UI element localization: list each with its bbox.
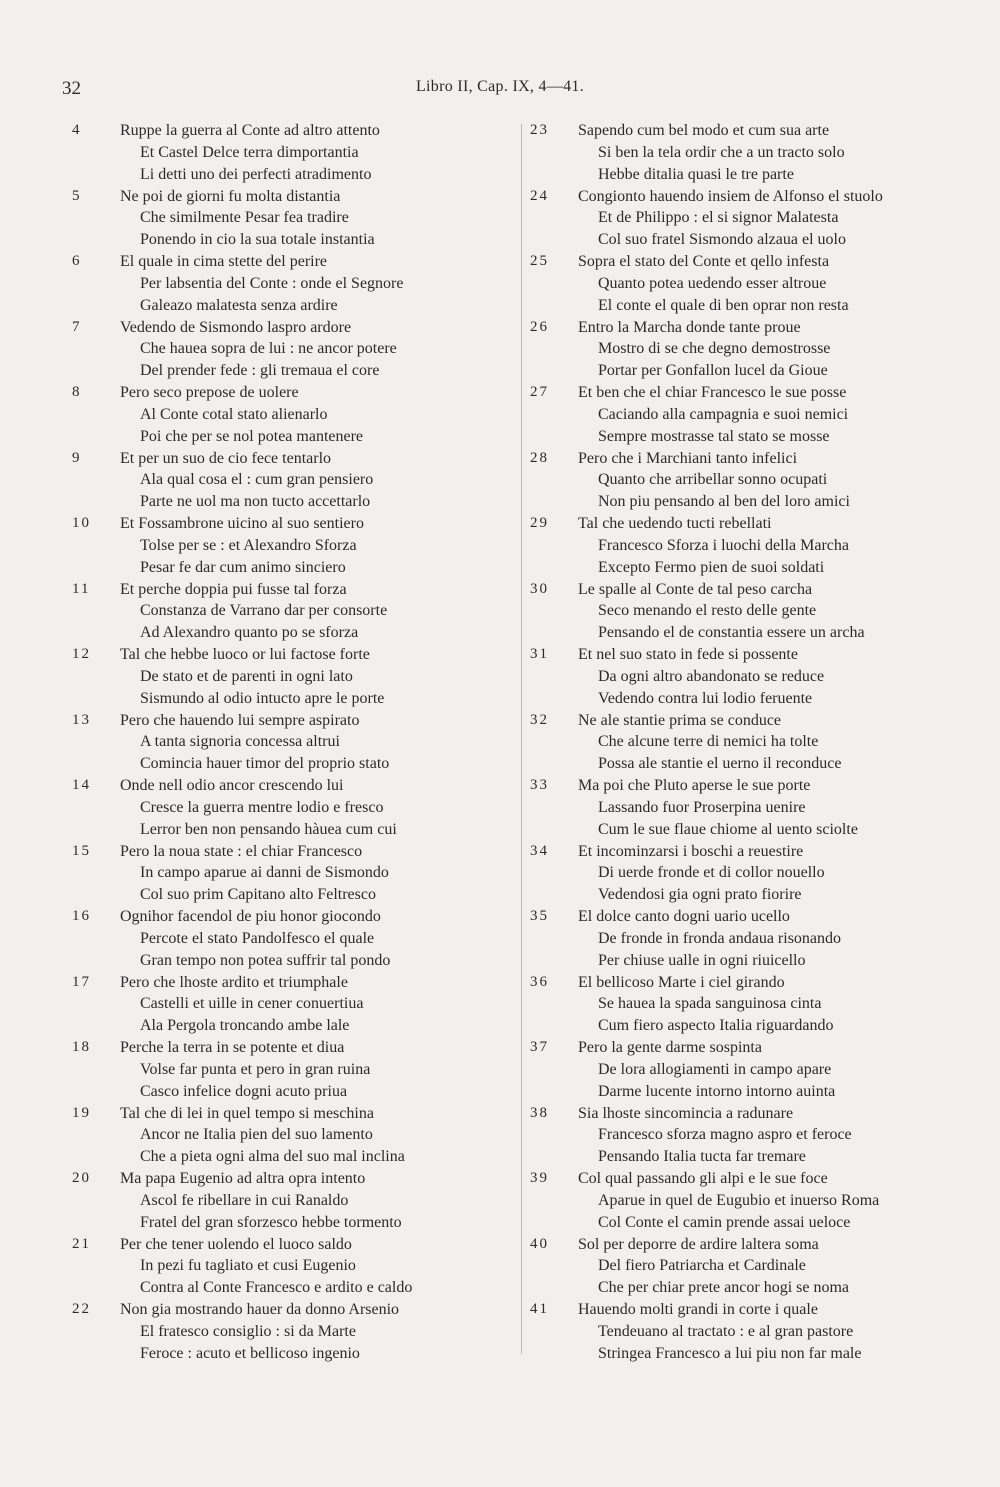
verse-line: Et nel suo stato in fede si possente [578,646,798,663]
stanza [72,579,512,645]
verse-line: Constanza de Varrano dar per consorte [140,602,388,620]
verse-line: Hebbe ditalia quasi le tre parte [598,165,794,183]
verse-line: Sia lhoste sincomincia a radunare [578,1104,794,1122]
stanza [72,775,512,841]
verse-line: El quale in cima stette del perire [120,253,328,270]
stanza-number: 14 [72,777,91,793]
verse-line: De stato et de parenti in ogni lato [140,667,353,685]
stanza [530,120,970,186]
stanza [72,1299,512,1365]
stanza-number: 12 [72,646,91,662]
verse-line: Col suo prim Capitano alto Feltresco [140,886,376,904]
verse-line: Per che tener uolendo el luoco saldo [120,1235,352,1253]
verse-line: Onde nell odio ancor crescendo lui [120,777,344,794]
verse-line: Et ben che el chiar Francesco le sue posse [578,384,847,401]
verse-line: El dolce canto dogni uario ucello [578,908,790,925]
verse-line: Et per un suo de cio fece tentarlo [120,449,332,467]
verse-line: Comincia hauer timor del proprio stato [140,755,390,773]
verse-line: Sol per deporre de ardire laltera soma [578,1235,819,1253]
stanza-number: 7 [72,318,82,335]
stanza [530,1234,970,1300]
stanza-number: 5 [72,187,82,204]
stanza-number: 10 [72,515,91,531]
verse-line: Ognihor facendol de piu honor giocondo [120,908,381,925]
stanza-number: 15 [72,842,91,859]
verse-line: Seco menando el resto delle gente [598,602,817,620]
page-number: 32 [62,78,81,99]
stanza-number: 23 [530,122,549,138]
verse-line: Francesco sforza magno aspro et feroce [598,1126,852,1144]
verse-line: Feroce : acuto et bellicoso ingenio [140,1344,360,1362]
verse-line: Ne poi de giorni fu molta distantia [120,187,341,205]
verse-line: Col Conte el camin prende assai ueloce [598,1213,851,1231]
stanza-number: 40 [530,1235,549,1252]
stanza-number: 13 [72,711,91,728]
verse-line: Tal che di lei in quel tempo si meschina [120,1104,374,1122]
stanza [72,841,512,907]
verse-line: Sempre mostrasse tal stato se mosse [598,427,830,445]
verse-line: Pensando el de constantia essere un archa [598,624,865,642]
verse-line: Aparue in quel de Eugubio et inuerso Roma [598,1191,880,1209]
stanza [72,1037,512,1103]
stanza [530,513,970,579]
verse-line: Sismundo al odio intucto apre le porte [140,689,385,707]
verse-line: El fratesco consiglio : si da Marte [140,1322,356,1340]
stanza-number: 30 [530,580,549,597]
verse-line: Et de Philippo : el si signor Malatesta [598,209,839,227]
verse-line: Per chiuse ualle in ogni riuicello [598,951,806,969]
stanza-number: 28 [530,449,549,466]
stanza-number: 22 [72,1301,91,1317]
verse-line: Vedendo de Sismondo laspro ardore [120,318,352,336]
stanza-number: 37 [530,1039,549,1055]
stanza-number: 19 [72,1104,91,1121]
verse-line: Pero la noua state : el chiar Francesco [120,842,363,860]
verse-line: Tendeuano al tractato : e al gran pastore [598,1322,854,1340]
verse-line: Et perche doppia pui fusse tal forza [120,580,347,598]
right-column [530,120,970,1365]
stanza [72,1168,512,1234]
verse-line: Lerror ben non pensando hàuea cum cui [140,820,397,838]
verse-line: Al Conte cotal stato alienarlo [140,405,328,423]
verse-line: Tolse per se : et Alexandro Sforza [140,536,357,554]
stanza [72,513,512,579]
verse-line: Mostro di se che degno demostrosse [598,340,831,358]
stanza [72,251,512,317]
stanza-number: 11 [72,580,91,597]
stanza-number: 25 [530,253,549,269]
verse-line: Sapendo cum bel modo et cum sua arte [578,122,830,139]
verse-line: Ruppe la guerra al Conte ad altro attento [120,122,380,139]
stanza [72,1103,512,1169]
stanza [72,120,512,186]
verse-line: Col qual passando gli alpi e le sue foce [578,1170,828,1187]
verse-line: Cresce la guerra mentre lodio e fresco [140,798,384,816]
verse-line: Col suo fratel Sismondo alzaua el uolo [598,231,846,249]
stanza-number: 31 [530,646,549,662]
verse-line: Che similmente Pesar fea tradire [140,209,349,227]
stanza-number: 33 [530,777,549,793]
verse-line: Caciando alla campagnia e suoi nemici [598,405,849,423]
stanza [530,972,970,1038]
stanza-number: 16 [72,908,91,924]
verse-line: Tal che uedendo tucti rebellati [578,515,772,532]
verse-line: A tanta signoria concessa altrui [140,733,340,751]
verse-line: Francesco Sforza i luochi della Marcha [598,536,850,554]
stanza [72,186,512,252]
verse-line: Ad Alexandro quanto po se sforza [140,624,359,642]
stanza [530,1037,970,1103]
stanza-number: 41 [530,1301,549,1317]
verse-line: Del fiero Patriarcha et Cardinale [598,1257,806,1275]
verse-line: Ma papa Eugenio ad altra opra intento [120,1170,366,1187]
stanza-number: 6 [72,253,82,269]
stanza-number: 38 [530,1104,549,1121]
verse-line: Tal che hebbe luoco or lui factose forte [120,646,370,663]
verse-line: Ala Pergola troncando ambe lale [140,1017,350,1035]
verse-line: Congionto hauendo insiem de Alfonso el stuolo [578,187,883,205]
verse-line: De fronde in fronda andaua risonando [598,929,842,947]
verse-line: Ascol fe ribellare in cui Ranaldo [140,1191,349,1209]
verse-line: Fratel del gran sforzesco hebbe tormento [140,1213,402,1231]
verse-line: De lora allogiamenti in campo apare [598,1060,832,1078]
verse-line: Contra al Conte Francesco e ardito e caldo [140,1279,413,1297]
verse-line: Li detti uno dei perfecti atradimento [140,165,372,183]
verse-line: Parte ne uol ma non tucto accettarlo [140,493,371,511]
stanza [530,317,970,383]
verse-line: In campo aparue ai danni de Sismondo [140,864,389,882]
stanza [72,1234,512,1300]
column-divider [521,124,522,1354]
verse-line: Et Castel Delce terra dimportantia [140,143,359,161]
stanza [530,1299,970,1365]
verse-line: Che alcune terre di nemici ha tolte [598,733,819,751]
stanza [72,972,512,1038]
stanza [72,644,512,710]
stanza [72,710,512,776]
verse-line: Gran tempo non potea suffrir tal pondo [140,951,391,969]
verse-line: Ala qual cosa el : cum gran pensiero [140,471,374,489]
verse-line: Excepto Fermo pien de suoi soldati [598,558,825,576]
stanza [530,579,970,645]
verse-line: Percote el stato Pandolfesco el quale [140,929,375,947]
verse-line: Poi che per se nol potea mantenere [140,427,364,445]
stanza [530,1103,970,1169]
verse-line: El conte el quale di ben oprar non resta [598,296,849,314]
running-head: Libro II, Cap. IX, 4—41. [415,78,585,95]
verse-line: Le spalle al Conte de tal peso carcha [578,580,813,598]
verse-line: In pezi fu tagliato et cusi Eugenio [140,1257,356,1275]
verse-line: Se hauea la spada sanguinosa cinta [598,995,822,1013]
verse-line: Et incominzarsi i boschi a reuestire [578,842,804,860]
verse-line: Stringea Francesco a lui piu non far male [598,1344,862,1362]
verse-line: Non piu pensando al ben del loro amici [598,493,850,511]
verse-line: Pero che hauendo lui sempre aspirato [120,711,360,729]
stanza-number: 32 [530,711,549,728]
verse-line: Pensando Italia tucta far tremare [598,1148,806,1166]
stanza [530,775,970,841]
stanza-number: 27 [530,384,549,400]
stanza [530,448,970,514]
verse-line: Quanto che arribellar sonno ocupati [598,471,828,489]
verse-line: Pero che i Marchiani tanto infelici [578,449,798,467]
verse-line: Del prender fede : gli tremaua el core [140,362,380,380]
verse-line: Da ogni altro abandonato se reduce [598,667,825,685]
verse-line: Entro la Marcha donde tante proue [578,318,801,336]
stanza [530,710,970,776]
stanza-number: 26 [530,318,549,335]
stanza [72,382,512,448]
stanza [72,448,512,514]
verse-line: Cum le sue flaue chiome al uento sciolte [598,820,858,838]
verse-line: Volse far punta et pero in gran ruina [140,1060,371,1078]
verse-line: Quanto potea uedendo esser altroue [598,274,827,292]
verse-line: Ma poi che Pluto aperse le sue porte [578,777,811,794]
verse-line: Che a pieta ogni alma del suo mal inclina [140,1148,405,1166]
stanza-number: 34 [530,842,549,859]
verse-line: Non gia mostrando hauer da donno Arsenio [120,1301,400,1318]
stanza-number: 24 [530,187,549,204]
verse-line: Hauendo molti grandi in corte i quale [578,1301,818,1318]
stanza [72,906,512,972]
verse-line: Ancor ne Italia pien del suo lamento [140,1126,373,1144]
verse-line: Perche la terra in se potente et diua [120,1039,345,1056]
verse-line: Sopra el stato del Conte et qello infesta [578,253,830,270]
stanza-number: 4 [72,122,82,138]
verse-line: Che per chiar prete ancor hogi se noma [598,1279,850,1297]
verse-line: Di uerde fronde et di collor nouello [598,864,825,882]
stanza [530,644,970,710]
verse-line: Possa ale stantie el uerno il reconduce [598,755,842,773]
stanza-number: 39 [530,1170,549,1186]
stanza [72,317,512,383]
stanza-number: 21 [72,1235,91,1252]
stanza-number: 35 [530,908,549,924]
verse-line: Lassando fuor Proserpina uenire [598,798,806,816]
verse-line: Pero che lhoste ardito et triumphale [120,973,348,991]
stanza-number: 9 [72,449,82,466]
stanza-number: 36 [530,973,549,990]
stanza [530,906,970,972]
stanza [530,382,970,448]
verse-line: Galeazo malatesta senza ardire [140,296,338,314]
verse-line: Pesar fe dar cum animo sinciero [140,558,346,576]
stanza [530,1168,970,1234]
stanza [530,841,970,907]
verse-line: Si ben la tela ordir che a un tracto solo [598,143,845,161]
verse-line: Ne ale stantie prima se conduce [578,711,782,729]
stanza-number: 20 [72,1170,91,1186]
verse-line: Pero la gente darme sospinta [578,1039,762,1056]
verse-line: Portar per Gonfallon lucel da Gioue [598,362,828,380]
verse-line: Et Fossambrone uicino al suo sentiero [120,515,364,532]
stanza-number: 17 [72,973,91,990]
verse-line: Casco infelice dogni acuto priua [140,1082,348,1100]
left-column [72,120,512,1365]
verse-line: Pero seco prepose de uolere [120,384,299,401]
stanza-number: 29 [530,515,549,531]
verse-line: Castelli et uille in cener conuertiua [140,995,364,1013]
verse-line: El bellicoso Marte i ciel girando [578,973,785,991]
stanza [530,186,970,252]
stanza [530,251,970,317]
verse-line: Vedendosi gia ogni prato fiorire [598,886,802,904]
stanza-number: 18 [72,1039,91,1055]
verse-line: Cum fiero aspecto Italia riguardando [598,1017,834,1035]
verse-line: Ponendo in cio la sua totale instantia [140,231,375,249]
verse-line: Darme lucente intorno intorno auinta [598,1082,836,1100]
verse-line: Vedendo contra lui lodio feruente [598,689,813,707]
verse-line: Per labsentia del Conte : onde el Segnore [140,274,404,292]
stanza-number: 8 [72,384,82,400]
verse-line: Che hauea sopra de lui : ne ancor potere [140,340,397,358]
